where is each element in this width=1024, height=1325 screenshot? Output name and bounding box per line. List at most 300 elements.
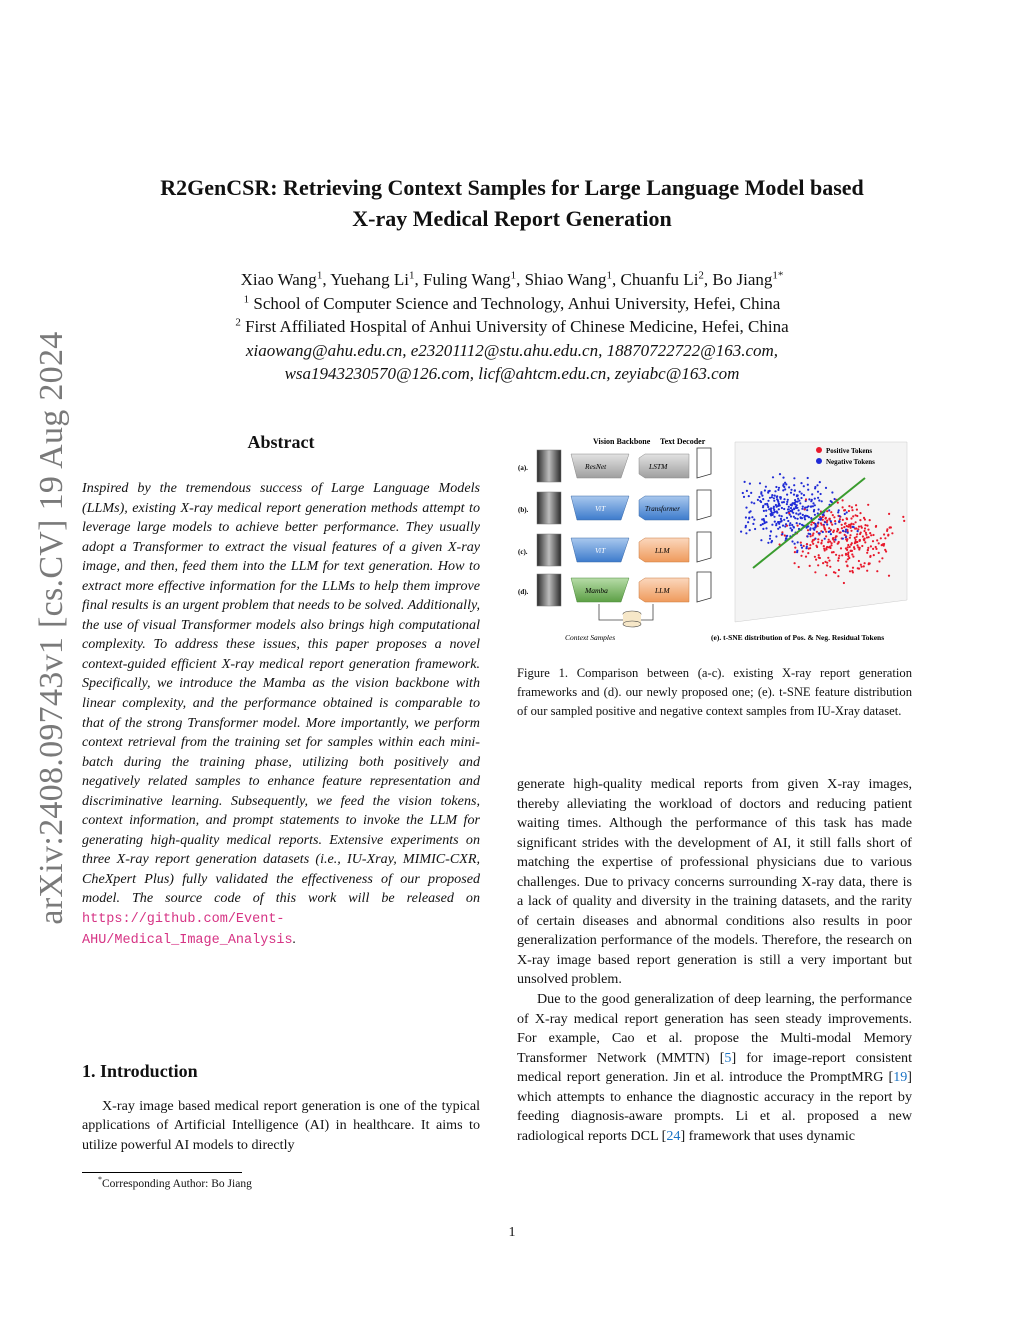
tsne-point — [777, 528, 779, 530]
tsne-point — [827, 557, 829, 559]
tsne-point — [823, 545, 825, 547]
tsne-point — [875, 548, 877, 550]
tsne-point — [802, 506, 804, 508]
tsne-point — [774, 490, 776, 492]
tsne-point — [799, 502, 801, 504]
tsne-point — [876, 539, 878, 541]
tsne-point — [866, 525, 868, 527]
tsne-point — [863, 565, 865, 567]
tsne-point — [903, 520, 905, 522]
tsne-point — [777, 501, 779, 503]
tsne-point — [838, 521, 840, 523]
tsne-point — [837, 511, 839, 513]
tsne-point — [825, 531, 827, 533]
tsne-point — [881, 557, 883, 559]
tsne-caption: (e). t-SNE distribution of Pos. & Neg. Residual Tokens — [711, 633, 885, 642]
tsne-point — [840, 547, 842, 549]
tsne-point — [765, 527, 767, 529]
tsne-point — [771, 494, 773, 496]
tsne-point — [772, 476, 774, 478]
tsne-point — [858, 526, 860, 528]
author-name: Xiao Wang — [240, 270, 317, 289]
tsne-point — [776, 498, 778, 500]
footnote-rule — [82, 1172, 242, 1173]
tsne-point — [773, 516, 775, 518]
tsne-point — [851, 570, 853, 572]
tsne-point — [777, 521, 779, 523]
tsne-point — [837, 502, 839, 504]
tsne-point — [845, 531, 847, 533]
tsne-point — [820, 522, 822, 524]
tsne-point — [762, 523, 764, 525]
tsne-point — [817, 541, 819, 543]
tsne-point — [797, 498, 799, 500]
tsne-point — [838, 557, 840, 559]
tsne-point — [807, 489, 809, 491]
tsne-point — [831, 542, 833, 544]
tsne-point — [878, 552, 880, 554]
affiliation-2 — [80, 315, 944, 339]
tsne-point — [875, 526, 877, 528]
tsne-point — [857, 546, 859, 548]
tsne-point — [866, 536, 868, 538]
tsne-point — [745, 532, 747, 534]
tsne-point — [824, 529, 826, 531]
author-name: Bo Jiang — [712, 270, 773, 289]
tsne-point — [834, 520, 836, 522]
tsne-point — [796, 551, 798, 553]
tsne-point — [786, 535, 788, 537]
tsne-point — [805, 547, 807, 549]
tsne-point — [819, 481, 821, 483]
footnote-mark: * — [98, 1175, 102, 1185]
tsne-point — [847, 558, 849, 560]
affil-mark: 1 — [409, 269, 415, 282]
tsne-point — [811, 541, 813, 543]
tsne-point — [786, 512, 788, 514]
tsne-point — [882, 543, 884, 545]
tsne-point — [779, 526, 781, 528]
paragraph-1: generate high-quality medical reports from given X-ray images, thereby alleviating the workload of doctors and reducing patient waiting times. Although the performance of this task has made significant strides with the development of AI, it still falls short of matching the expertise of professional physicians due to various challenges. Due to privacy concerns surrounding X-ray data, there is a lack of quality and diversity in the training datasets, and the rarity of certain diseases and abnormal conditions also results in poor generalization performance of the models. Therefore, the research on X-ray image based report generation is still a very important but unsolved problem. — [517, 776, 912, 988]
tsne-point — [760, 493, 762, 495]
text-run: Due to the good generalization of deep learning, the performance of X-ray medical report generation has seen steady improvements. For example, Cao et al. propose the Multi-modal Memory Transformer Network (MMTN) [ — [517, 991, 912, 1066]
tsne-point — [762, 528, 764, 530]
tsne-point — [744, 481, 746, 483]
arxiv-stamp: arXiv:2408.09743v1 [cs.CV] 19 Aug 2024 — [33, 331, 70, 925]
tsne-point — [828, 539, 830, 541]
tsne-point — [780, 498, 782, 500]
tsne-point — [825, 535, 827, 537]
tsne-point — [770, 510, 772, 512]
paragraph-2 — [517, 990, 912, 1146]
tsne-point — [887, 534, 889, 536]
legend-negative: Negative Tokens — [826, 458, 875, 466]
tsne-point — [793, 484, 795, 486]
tsne-point — [778, 508, 780, 510]
tsne-point — [743, 496, 745, 498]
tsne-point — [795, 506, 797, 508]
tsne-point — [825, 548, 827, 550]
tsne-point — [846, 517, 848, 519]
tsne-point — [784, 534, 786, 536]
tsne-point — [791, 504, 793, 506]
tsne-point — [841, 554, 843, 556]
tsne-point — [869, 562, 871, 564]
legend-negative-dot — [816, 458, 822, 464]
tsne-point — [826, 523, 828, 525]
text-run: ] framework that uses dynamic — [680, 1127, 856, 1144]
tsne-point — [845, 554, 847, 556]
tsne-point — [859, 519, 861, 521]
tsne-point — [782, 477, 784, 479]
tsne-point — [837, 528, 839, 530]
tsne-point — [842, 530, 844, 532]
tsne-point — [850, 517, 852, 519]
tsne-point — [797, 518, 799, 520]
tsne-point — [850, 530, 852, 532]
tsne-point — [816, 531, 818, 533]
tsne-point — [849, 537, 851, 539]
report-icon — [697, 448, 711, 478]
tsne-point — [775, 524, 777, 526]
tsne-point — [783, 498, 785, 500]
tsne-point — [803, 545, 805, 547]
tsne-point — [826, 562, 828, 564]
tsne-point — [775, 535, 777, 537]
tsne-point — [856, 533, 858, 535]
tsne-point — [853, 548, 855, 550]
tsne-point — [790, 515, 792, 517]
tsne-point — [789, 522, 791, 524]
citation-link[interactable]: 24 — [666, 1127, 681, 1144]
tsne-point — [765, 510, 767, 512]
paper-title — [80, 172, 944, 234]
tsne-point — [856, 536, 858, 538]
tsne-point — [807, 529, 809, 531]
footnote — [98, 1175, 252, 1190]
tsne-point — [773, 500, 775, 502]
decoder-name: LLM — [655, 546, 670, 555]
tsne-point — [803, 516, 805, 518]
tsne-point — [795, 512, 797, 514]
tsne-point — [848, 505, 850, 507]
tsne-point — [891, 532, 893, 534]
tsne-point — [759, 500, 761, 502]
tsne-point — [791, 524, 793, 526]
tsne-point — [801, 508, 803, 510]
tsne-point — [791, 540, 793, 542]
tsne-point — [806, 509, 808, 511]
author-line: Xiao Wang$^1$, Yuehang Li$^1$, Fuling Wang$^1$, Shiao Wang$^1$, Chuanfu Li$^2$, Bo Jiang$^{1*}$ — [240, 269, 784, 289]
tsne-point — [825, 574, 827, 576]
tsne-point — [837, 575, 839, 577]
tsne-point — [800, 544, 802, 546]
affil-mark: 2 — [235, 316, 241, 329]
tsne-point — [778, 515, 780, 517]
tsne-point — [811, 499, 813, 501]
tsne-point — [801, 547, 803, 549]
tsne-point — [766, 503, 768, 505]
xray-thumbnail — [537, 450, 561, 482]
tsne-point — [776, 510, 778, 512]
tsne-point — [809, 533, 811, 535]
decoder-name: LSTM — [649, 462, 668, 471]
tsne-point — [810, 524, 812, 526]
tsne-point — [818, 557, 820, 559]
tsne-point — [861, 545, 863, 547]
tsne-point — [812, 532, 814, 534]
code-link[interactable]: https://github.com/Event-AHU/Medical_Image_Analysis — [82, 912, 293, 948]
tsne-point — [888, 513, 890, 515]
tsne-point — [764, 522, 766, 524]
tsne-point — [775, 486, 777, 488]
tsne-point — [863, 539, 865, 541]
tsne-point — [851, 509, 853, 511]
tsne-point — [848, 524, 850, 526]
tsne-point — [769, 535, 771, 537]
tsne-point — [781, 515, 783, 517]
tsne-point — [847, 546, 849, 548]
affil-mark: 2 — [698, 269, 704, 282]
text-run: ] which attempts to enhance the diagnostic accuracy in the report by feeding diagnosis-aware prompts. Li et al. proposed a new radiological reports DCL [ — [517, 1069, 912, 1144]
tsne-point — [783, 501, 785, 503]
tsne-point — [753, 502, 755, 504]
tsne-point — [829, 546, 831, 548]
tsne-point — [844, 513, 846, 515]
tsne-point — [842, 506, 844, 508]
pipeline-row-b — [518, 490, 711, 524]
tsne-point — [841, 527, 843, 529]
tsne-point — [823, 527, 825, 529]
tsne-point — [814, 504, 816, 506]
tsne-point — [821, 500, 823, 502]
tsne-point — [781, 507, 783, 509]
tsne-point — [837, 542, 839, 544]
citation-link[interactable]: 5 — [724, 1049, 732, 1066]
tsne-point — [809, 565, 811, 567]
tsne-point — [793, 516, 795, 518]
tsne-point — [799, 523, 801, 525]
tsne-point — [783, 486, 785, 488]
title-line-1: R2GenCSR: Retrieving Context Samples for Large Language Model based — [160, 175, 864, 200]
tsne-point — [806, 506, 808, 508]
body-right-column — [517, 775, 912, 1146]
tsne-point — [815, 545, 817, 547]
tsne-point — [767, 506, 769, 508]
tsne-point — [831, 491, 833, 493]
tsne-point — [769, 538, 771, 540]
tsne-point — [864, 527, 866, 529]
tsne-point — [786, 517, 788, 519]
tsne-point — [849, 534, 851, 536]
tsne-point — [854, 541, 856, 543]
tsne-point — [787, 499, 789, 501]
tsne-point — [856, 544, 858, 546]
tsne-point — [836, 530, 838, 532]
tsne-point — [839, 518, 841, 520]
tsne-point — [852, 567, 854, 569]
tsne-point — [801, 493, 803, 495]
tsne-point — [845, 561, 847, 563]
tsne-point — [869, 556, 871, 558]
tsne-panel — [711, 442, 911, 642]
tsne-point — [789, 524, 791, 526]
affiliation-1 — [80, 292, 944, 316]
tsne-point — [776, 495, 778, 497]
tsne-point — [849, 570, 851, 572]
author-name: Yuehang Li — [330, 270, 410, 289]
xray-thumbnail — [537, 534, 561, 566]
tsne-point — [846, 565, 848, 567]
tsne-point — [770, 513, 772, 515]
tsne-point — [820, 519, 822, 521]
tsne-point — [767, 500, 769, 502]
tsne-point — [778, 487, 780, 489]
tsne-point — [815, 559, 817, 561]
tsne-point — [753, 519, 755, 521]
tsne-point — [760, 539, 762, 541]
tsne-point — [833, 530, 835, 532]
tsne-point — [843, 582, 845, 584]
author-block — [80, 268, 944, 386]
tsne-point — [793, 477, 795, 479]
tsne-point — [814, 571, 816, 573]
tsne-point — [826, 564, 828, 566]
tsne-point — [843, 509, 845, 511]
tsne-point — [797, 494, 799, 496]
tsne-point — [751, 501, 753, 503]
tsne-point — [825, 487, 827, 489]
tsne-point — [866, 570, 868, 572]
tsne-point — [788, 512, 790, 514]
tsne-point — [825, 517, 827, 519]
tsne-point — [851, 542, 853, 544]
tsne-point — [844, 522, 846, 524]
tsne-point — [761, 518, 763, 520]
tsne-point — [818, 499, 820, 501]
tsne-point — [838, 569, 840, 571]
tsne-point — [834, 498, 836, 500]
tsne-point — [794, 543, 796, 545]
tsne-point — [822, 562, 824, 564]
text-decoder-label: Text Decoder — [660, 437, 706, 446]
tsne-point — [812, 534, 814, 536]
tsne-point — [857, 530, 859, 532]
tsne-point — [807, 477, 809, 479]
tsne-point — [797, 525, 799, 527]
tsne-point — [842, 519, 844, 521]
tsne-point — [835, 535, 837, 537]
row-label: (d). — [518, 588, 529, 596]
tsne-point — [807, 484, 809, 486]
encoder-name: ViT — [595, 504, 606, 513]
tsne-point — [864, 541, 866, 543]
tsne-point — [853, 523, 855, 525]
footnote-text: Corresponding Author: Bo Jiang — [102, 1178, 252, 1190]
tsne-point — [872, 534, 874, 536]
tsne-point — [745, 507, 747, 509]
tsne-point — [867, 529, 869, 531]
tsne-point — [817, 538, 819, 540]
tsne-point — [814, 487, 816, 489]
tsne-point — [754, 528, 756, 530]
citation-link[interactable]: 19 — [893, 1069, 908, 1086]
page-number: 1 — [508, 1225, 516, 1240]
tsne-point — [817, 491, 819, 493]
tsne-point — [902, 516, 904, 518]
tsne-point — [763, 510, 765, 512]
tsne-point — [752, 523, 754, 525]
tsne-point — [826, 546, 828, 548]
tsne-point — [794, 547, 796, 549]
tsne-point — [798, 509, 800, 511]
tsne-point — [834, 523, 836, 525]
database-base — [623, 621, 641, 627]
tsne-point — [828, 560, 830, 562]
tsne-point — [787, 520, 789, 522]
tsne-point — [851, 550, 853, 552]
tsne-point — [814, 514, 816, 516]
tsne-point — [832, 514, 834, 516]
tsne-point — [792, 512, 794, 514]
tsne-point — [774, 495, 776, 497]
tsne-point — [790, 489, 792, 491]
tsne-point — [820, 493, 822, 495]
tsne-point — [885, 550, 887, 552]
tsne-point — [799, 512, 801, 514]
tsne-point — [790, 527, 792, 529]
tsne-point — [827, 541, 829, 543]
intro-heading: 1. Introduction — [82, 1061, 198, 1081]
tsne-point — [869, 519, 871, 521]
tsne-point — [857, 567, 859, 569]
figure-caption: Figure 1. Comparison between (a-c). existing X-ray report generation frameworks and (d). our newly proposed one; (e). t-SNE feature distribution of our sampled positive and negative context samples from IU-Xray dataset. — [517, 666, 912, 718]
tsne-point — [800, 542, 802, 544]
xray-thumbnail — [537, 492, 561, 524]
tsne-point — [791, 530, 793, 532]
tsne-point — [762, 506, 764, 508]
tsne-point — [809, 544, 811, 546]
tsne-point — [852, 526, 854, 528]
context-samples-label: Context Samples — [565, 633, 616, 642]
tsne-point — [833, 516, 835, 518]
tsne-point — [751, 516, 753, 518]
tsne-point — [855, 521, 857, 523]
tsne-point — [762, 498, 764, 500]
tsne-point — [764, 489, 766, 491]
tsne-point — [883, 533, 885, 535]
tsne-point — [787, 508, 789, 510]
tsne-point — [839, 515, 841, 517]
decoder-name: LLM — [655, 586, 670, 595]
tsne-point — [859, 512, 861, 514]
tsne-point — [838, 555, 840, 557]
tsne-point — [872, 548, 874, 550]
title-line-2: X-ray Medical Report Generation — [352, 206, 672, 231]
row-label: (c). — [518, 548, 528, 556]
tsne-point — [793, 508, 795, 510]
tsne-point — [808, 498, 810, 500]
tsne-point — [747, 521, 749, 523]
tsne-point — [890, 526, 892, 528]
tsne-point — [828, 527, 830, 529]
tsne-point — [824, 521, 826, 523]
tsne-point — [851, 553, 853, 555]
affil-mark: 1* — [772, 269, 784, 282]
tsne-point — [858, 548, 860, 550]
tsne-point — [786, 501, 788, 503]
tsne-point — [784, 482, 786, 484]
